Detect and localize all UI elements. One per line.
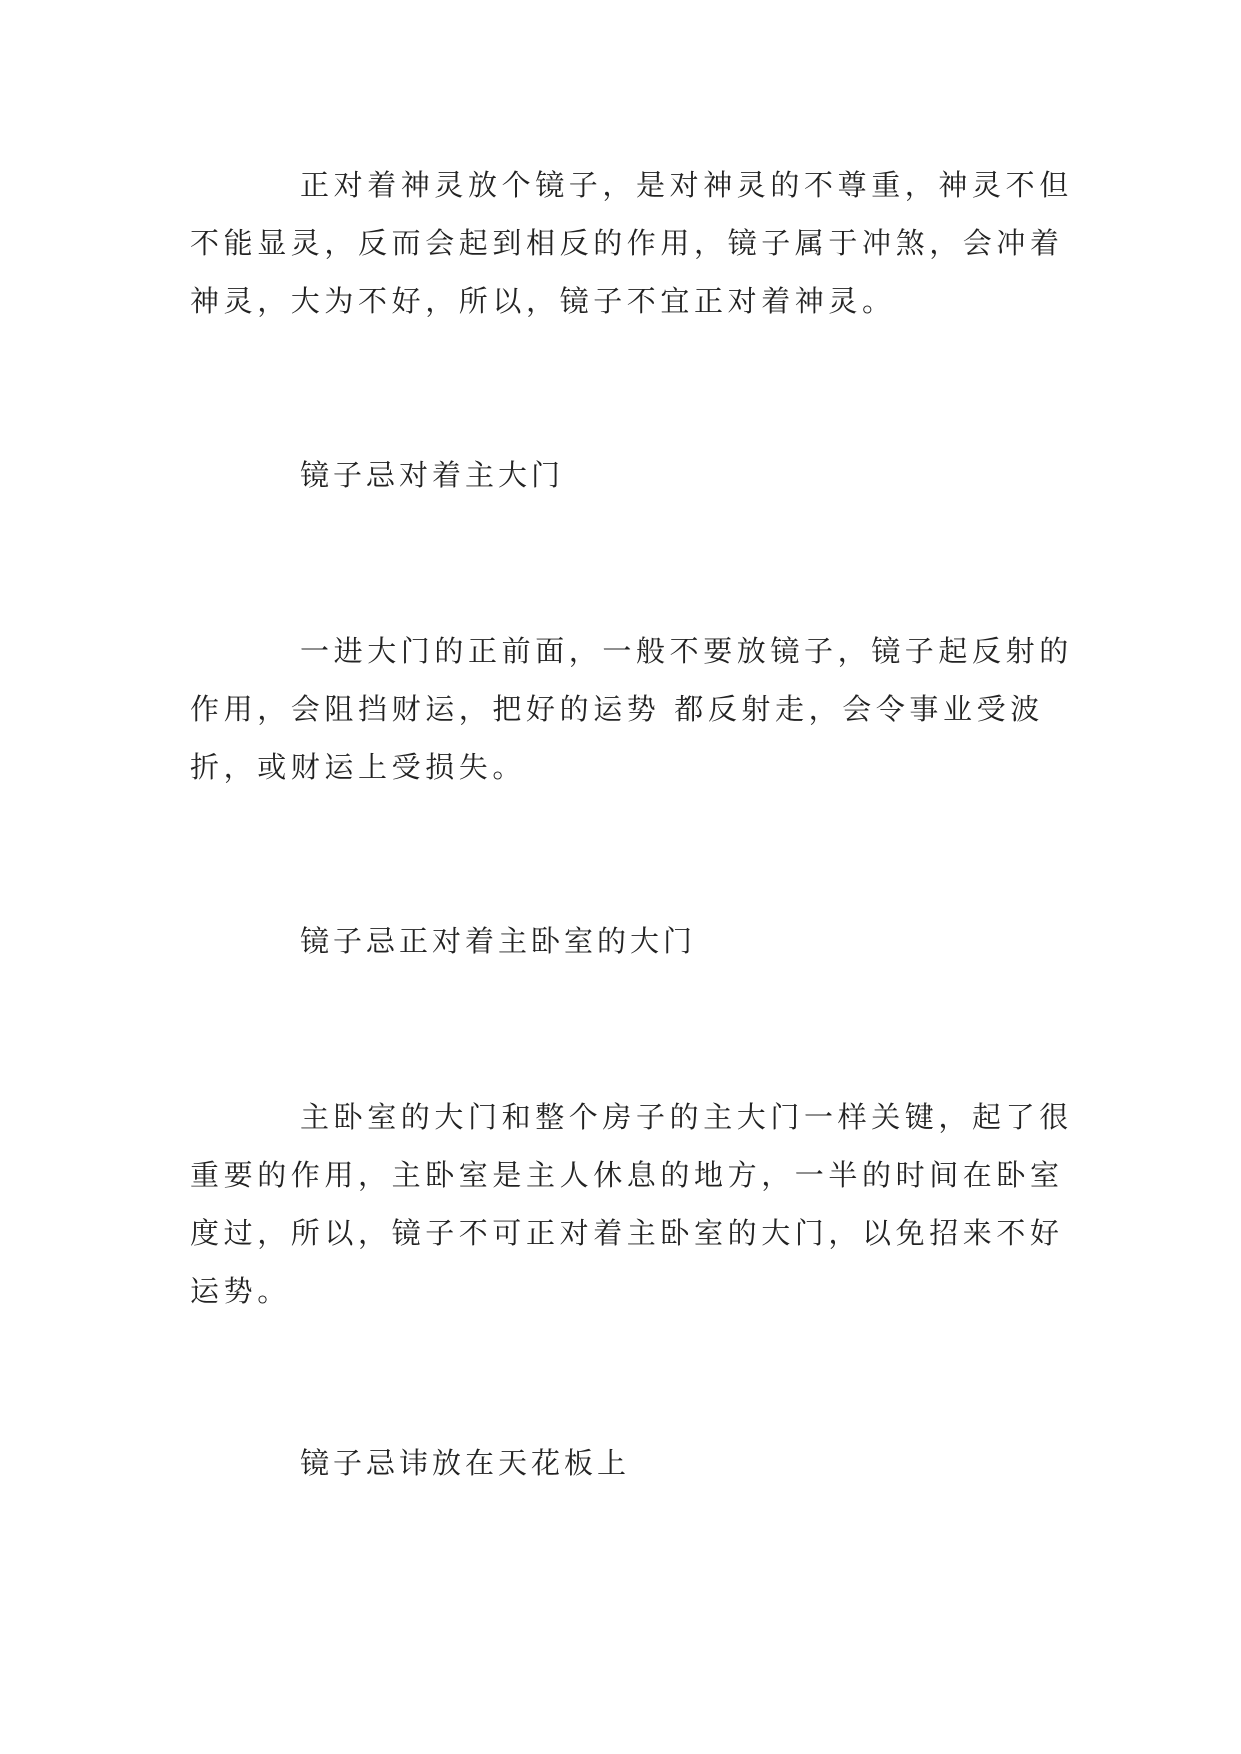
paragraph-line: 运势。: [190, 1274, 291, 1308]
paragraph-line: 重要的作用，主卧室是主人休息的地方，一半的时间在卧室: [190, 1158, 1064, 1192]
body-paragraph: [190, 622, 1073, 796]
paragraph-line: 神灵，大为不好，所以，镜子不宜正对着神灵。: [190, 284, 896, 318]
paragraph-line: 主卧室的大门和整个房子的主大门一样关键，起了很: [300, 1100, 1073, 1134]
body-paragraph: [190, 1088, 1073, 1320]
section-heading: 镜子忌正对着主卧室的大门: [300, 924, 697, 958]
section-heading: 镜子忌讳放在天花板上: [300, 1446, 631, 1480]
section-heading: 镜子忌对着主大门: [300, 458, 565, 492]
paragraph-line: 折，或财运上受损失。: [190, 750, 527, 784]
paragraph-line: 不能显灵，反而会起到相反的作用，镜子属于冲煞，会冲着: [190, 226, 1064, 260]
body-paragraph: [190, 156, 1073, 330]
paragraph-line: 作用，会阻挡财运，把好的运势 都反射走，会令事业受波: [190, 692, 1044, 726]
paragraph-line: 度过，所以，镜子不可正对着主卧室的大门，以免招来不好: [190, 1216, 1064, 1250]
paragraph-line: 一进大门的正前面，一般不要放镜子，镜子起反射的: [300, 634, 1073, 668]
paragraph-line: 正对着神灵放个镜子，是对神灵的不尊重，神灵不但: [300, 168, 1073, 202]
